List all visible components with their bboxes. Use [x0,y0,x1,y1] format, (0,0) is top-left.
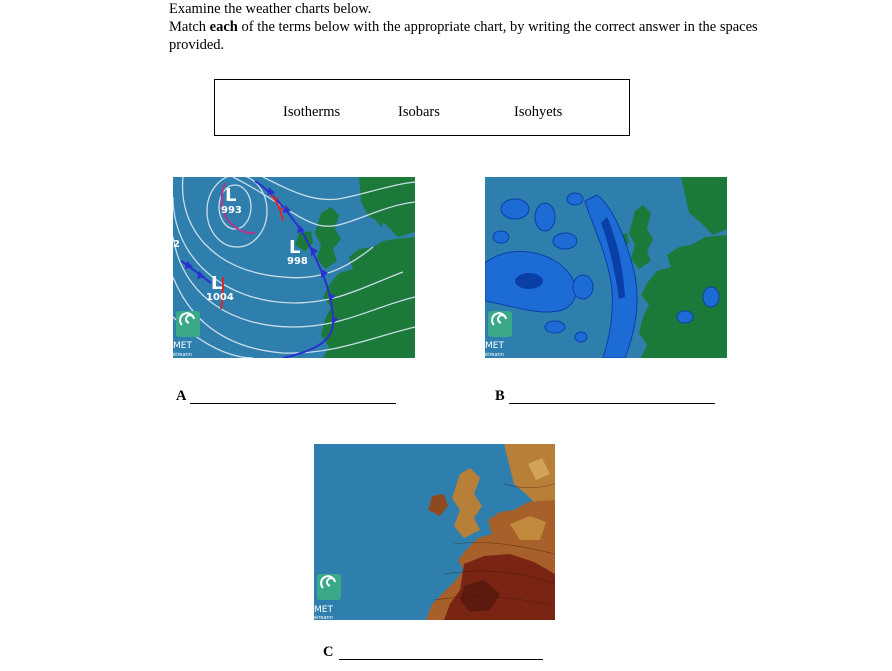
term-isotherms: Isotherms [283,104,341,120]
instruction-line-2-start: Match [169,19,210,35]
term-isobars: Isobars [398,104,440,120]
svg-text:éireann: éireann [173,352,192,358]
answer-b-letter: B [495,388,505,404]
term-isohyets: Isohyets [514,104,563,120]
low-pressure-998: 998 [287,256,308,267]
low-pressure-993: 993 [221,205,242,216]
low-letter-1004: L [211,273,223,294]
low-letter-998: L [289,237,301,258]
edge-digit: 2 [173,239,180,250]
answer-b [495,388,717,408]
terms-box [214,79,630,136]
svg-text:éireann: éireann [485,352,504,358]
chart-c-temperature-map [314,444,555,620]
answer-a-letter: A [176,388,187,404]
answer-c [323,644,545,664]
svg-text:MET: MET [173,341,192,351]
svg-text:MET: MET [485,341,504,351]
low-pressure-1004: 1004 [206,292,234,303]
svg-text:MET: MET [314,605,333,615]
answer-c-blank[interactable] [339,659,543,660]
chart-b-rainfall-map [485,177,727,358]
chart-a-isobars-map [173,177,415,358]
low-letter-993: L [225,185,237,206]
instruction-line-1: Examine the weather charts below. [169,1,372,17]
answer-c-letter: C [323,644,334,660]
svg-text:éireann: éireann [314,615,333,620]
instruction-line-2-end: of the terms below with the appropriate chart, by writing the correct answer in the spaces provided. [169,19,758,53]
instructions [169,0,769,54]
instruction-emphasis: each [209,19,238,35]
instruction-line-2 [169,18,769,54]
answer-b-blank[interactable] [509,403,715,404]
answer-a [176,388,398,408]
answer-a-blank[interactable] [190,403,396,404]
